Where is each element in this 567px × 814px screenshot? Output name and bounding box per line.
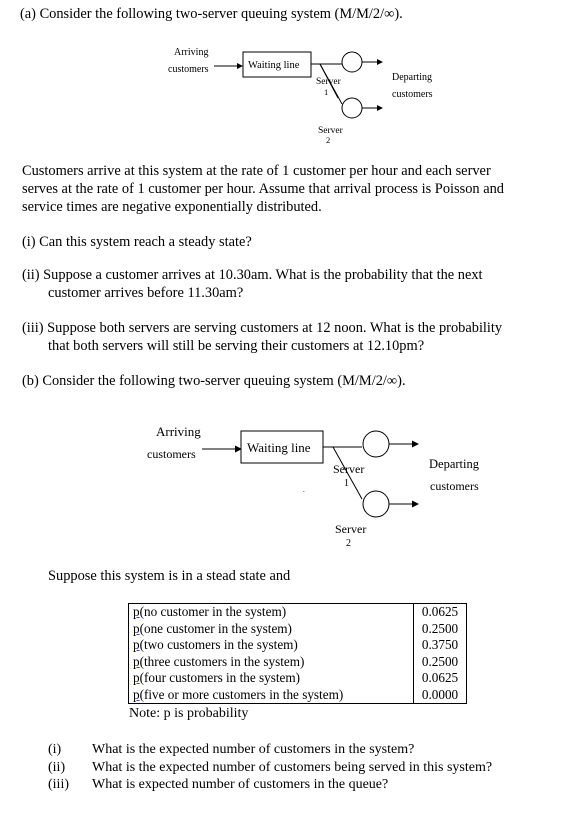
queue-diagram-b [140, 415, 500, 565]
server-2-number: 2 [346, 538, 351, 549]
table-row [129, 604, 467, 621]
question-a-iii-line-2: that both servers will still be serving their customers at 12.10pm? [48, 338, 425, 354]
server-2-circle [363, 491, 389, 517]
prob-label: (five or more customers in the system) [139, 686, 344, 702]
paragraph-line-1: Customers arrive at this system at the rate of 1 customer per hour and each server [22, 163, 491, 179]
server-1-circle [342, 52, 362, 72]
question-b-ii-number: (ii) [48, 760, 66, 775]
question-b-iii-text: What is expected number of customers in the queue? [92, 777, 389, 792]
question-a-ii-line-1: (ii) Suppose a customer arrives at 10.30am. What is the probability that the next [22, 267, 483, 283]
table-row [129, 654, 467, 671]
prob-value: 0.3750 [414, 637, 467, 654]
prob-label: (one customer in the system) [139, 620, 292, 636]
part-a-heading: (a) Consider the following two-server queuing system (M/M/2/∞). [20, 6, 403, 22]
question-b-ii-text: What is the expected number of customers being served in this system? [92, 760, 493, 775]
arriving-label-2: customers [168, 64, 209, 75]
table-row [129, 621, 467, 638]
question-a-iii-line-1: (iii) Suppose both servers are serving customers at 12 noon. What is the probability [22, 320, 503, 336]
server-1-number: 1 [344, 478, 349, 489]
prob-value: 0.2500 [414, 654, 467, 671]
arriving-label-1: Arriving [174, 47, 209, 58]
server-1-label: Server [333, 462, 365, 476]
waiting-line-label: Waiting line [247, 440, 311, 455]
paragraph-line-2: serves at the rate of 1 customer per hour. Assume that arrival process is Poisson and [22, 181, 504, 197]
departing-label-1: Departing [429, 457, 479, 471]
prob-label: (four customers in the system) [139, 670, 301, 685]
question-b-i-number: (i) [48, 742, 62, 757]
prob-symbol: p [133, 604, 140, 619]
steady-state-intro: Suppose this system is in a stead state and [48, 568, 291, 584]
table-row [129, 687, 467, 704]
server-1-number: 1 [324, 87, 329, 97]
question-b-i-text: What is the expected number of customers in the system? [92, 742, 415, 757]
server-2-label: Server [335, 522, 367, 536]
server-2-label: Server [318, 126, 343, 136]
table-row [129, 637, 467, 654]
probability-table [128, 603, 467, 704]
prob-symbol: p [133, 637, 140, 652]
question-a-ii-line-2: customer arrives before 11.30am? [48, 285, 244, 301]
server-2-number: 2 [326, 135, 331, 145]
prob-symbol: p [133, 670, 140, 685]
paragraph-line-3: service times are negative exponentially distributed. [22, 199, 322, 215]
server-1-label: Server [316, 77, 341, 87]
departing-label-2: customers [392, 89, 433, 100]
part-b-heading: (b) Consider the following two-server queuing system (M/M/2/∞). [22, 373, 406, 389]
prob-symbol: p [133, 653, 140, 669]
prob-label: (no customer in the system) [139, 604, 287, 619]
prob-value: 0.0000 [414, 687, 467, 704]
prob-value: 0.0625 [414, 604, 467, 621]
departing-label-2: customers [430, 479, 479, 493]
prob-value: 0.0625 [414, 670, 467, 687]
prob-value: 0.2500 [414, 621, 467, 638]
departing-label-1: Departing [392, 72, 432, 83]
prob-symbol: p [133, 620, 140, 636]
diagram-dot: . [303, 486, 305, 494]
arriving-label-1: Arriving [156, 424, 201, 439]
queue-diagram-a [160, 40, 450, 160]
arriving-label-2: customers [147, 447, 196, 461]
prob-label: (two customers in the system) [139, 637, 298, 652]
question-a-i: (i) Can this system reach a steady state? [22, 234, 252, 250]
question-b-iii-number: (iii) [48, 777, 69, 792]
prob-label: (three customers in the system) [139, 653, 305, 669]
table-row [129, 670, 467, 687]
probability-note: Note: p is probability [129, 706, 249, 721]
server-1-circle [363, 431, 389, 457]
server-2-circle [342, 98, 362, 118]
prob-symbol: p [133, 686, 140, 702]
waiting-line-label: Waiting line [248, 60, 300, 71]
